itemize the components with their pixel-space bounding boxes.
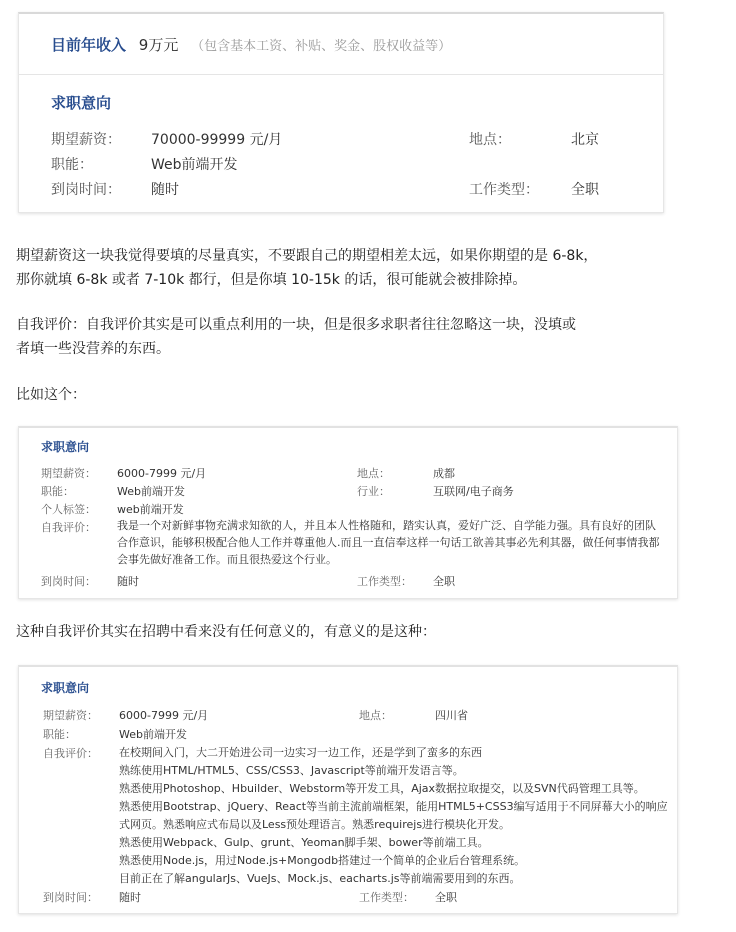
self-eval-line: 式网页。熟悉响应式布局以及Less预处理语言。熟悉requirejs进行模块化开发。	[119, 818, 511, 831]
article-paragraph	[16, 383, 86, 407]
salary-value: 6000-7999 元/月	[117, 467, 207, 480]
function-value: Web前端开发	[117, 485, 185, 498]
industry-label: 行业：	[357, 485, 390, 498]
self-eval-line: 熟练使用HTML/HTML5、CSS/CSS3、Javascript等前端开发语言等。	[119, 764, 464, 777]
function-label: 职能：	[43, 728, 76, 741]
function-value: Web前端开发	[151, 157, 238, 173]
tag-value: web前端开发	[117, 503, 184, 516]
article-paragraph	[16, 313, 576, 361]
section-title: 求职意向	[51, 94, 112, 112]
self-eval-line: 我是一个对新鲜事物充满求知欲的人，并且本人性格随和，踏实认真，爱好广泛、自学能力强。具有良好的团队	[117, 519, 656, 532]
section-title: 求职意向	[41, 440, 90, 454]
jobtype-label: 工作类型：	[359, 891, 414, 904]
resume-card-example-good	[18, 665, 678, 914]
jobtype-value: 全职	[435, 891, 457, 904]
arrival-label: 到岗时间：	[51, 182, 121, 198]
industry-value: 互联网/电子商务	[433, 485, 514, 498]
current-income-row	[51, 34, 451, 55]
location-label: 地点：	[357, 467, 390, 480]
paragraph-line: 那你就填 6-8k 或者 7-10k 都行，但是你填 10-15k 的话，很可能就会被排除掉。	[16, 272, 527, 288]
self-eval-line: 熟悉使用Node.js，用过Node.js+Mongodb搭建过一个简单的企业后台管理系统。	[119, 854, 526, 867]
arrival-label: 到岗时间：	[41, 575, 96, 588]
self-eval-label: 自我评价：	[43, 747, 98, 760]
arrival-value: 随时	[119, 891, 141, 904]
self-eval-line: 熟悉使用Bootstrap、jQuery、React等当前主流前端框架，能用HTML5+CSS3编写适用于不同屏幕大小的响应	[119, 800, 668, 813]
self-eval-line: 会事先做好准备工作。而且很热爱这个行业。	[117, 553, 337, 566]
salary-label: 期望薪资：	[43, 709, 98, 722]
jobtype-label: 工作类型：	[357, 575, 412, 588]
article-paragraph	[16, 244, 597, 292]
self-eval-text	[117, 517, 660, 568]
self-eval-line: 熟悉使用Photoshop、Hbuilder、Webstorm等开发工具，Ajax数据拉取提交，以及SVN代码管理工具等。	[119, 782, 645, 795]
paragraph-line: 自我评价：自我评价其实是可以重点利用的一块，但是很多求职者往往忽略这一块，没填或	[16, 317, 576, 333]
paragraph-line: 这种自我评价其实在招聘中看来没有任何意义的，有意义的是这种：	[16, 624, 436, 640]
section-title: 求职意向	[41, 681, 90, 695]
paragraph-line: 比如这个：	[16, 387, 86, 403]
location-label: 地点：	[469, 132, 511, 148]
tag-label: 个人标签：	[41, 503, 96, 516]
arrival-value: 随时	[151, 182, 179, 198]
self-eval-line: 目前正在了解angularJs、VueJs、Mock.js、eacharts.js等前端需要用到的东西。	[119, 872, 521, 885]
self-eval-line: 熟悉使用Webpack、Gulp、grunt、Yeoman脚手架、bower等前端工具。	[119, 836, 489, 849]
function-label: 职能：	[51, 157, 93, 173]
paragraph-line: 者填一些没营养的东西。	[16, 341, 170, 357]
self-eval-label: 自我评价：	[41, 521, 96, 534]
location-label: 地点：	[359, 709, 392, 722]
resume-card-income-intent	[18, 12, 664, 213]
function-label: 职能：	[41, 485, 74, 498]
income-label: 目前年收入	[51, 36, 127, 54]
article-paragraph	[16, 620, 436, 644]
self-eval-line: 在校期间入门，大二开始进公司一边实习一边工作，还是学到了蛮多的东西	[119, 746, 482, 759]
jobtype-value: 全职	[571, 182, 599, 198]
arrival-label: 到岗时间：	[43, 891, 98, 904]
function-value: Web前端开发	[119, 728, 187, 741]
location-value: 北京	[571, 132, 599, 148]
jobtype-label: 工作类型：	[469, 182, 539, 198]
salary-label: 期望薪资：	[41, 467, 96, 480]
income-value: 9万元	[138, 36, 179, 54]
salary-value: 70000-99999 元/月	[151, 132, 283, 148]
self-eval-line: 合作意识，能够积极配合他人工作并尊重他人.而且一直信奉这样一句话工欲善其事必先利其器，做任何事情我都	[117, 536, 660, 549]
location-value: 四川省	[435, 709, 468, 722]
arrival-value: 随时	[117, 575, 139, 588]
income-note: （包含基本工资、补贴、奖金、股权收益等）	[191, 39, 452, 54]
resume-card-example-bad	[18, 426, 678, 599]
paragraph-line: 期望薪资这一块我觉得要填的尽量真实，不要跟自己的期望相差太远，如果你期望的是 6-8k，	[16, 248, 598, 264]
section-divider	[19, 74, 663, 75]
salary-value: 6000-7999 元/月	[119, 709, 209, 722]
jobtype-value: 全职	[433, 575, 455, 588]
location-value: 成都	[433, 467, 455, 480]
salary-label: 期望薪资：	[51, 132, 121, 148]
self-eval-text	[119, 744, 668, 888]
